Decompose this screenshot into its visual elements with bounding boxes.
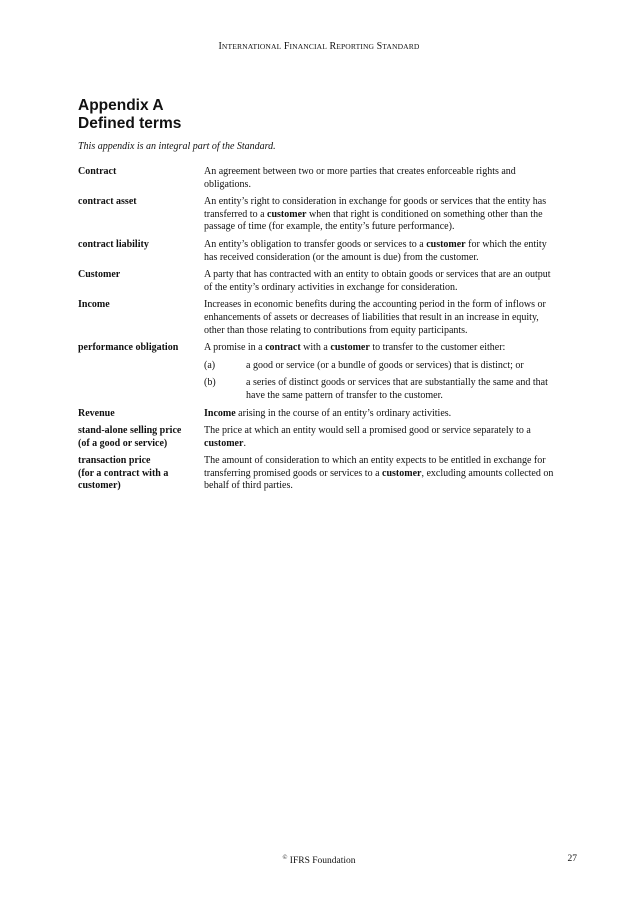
term-definition (204, 425, 560, 450)
term-row-revenue (78, 408, 560, 421)
term-row-performance-obligation (78, 342, 560, 402)
term-label: Revenue (78, 407, 115, 419)
header-word-initial: S (376, 41, 383, 52)
term-label-line: transaction price (78, 455, 151, 467)
definition-text: An entity’s right to consideration in exchange for goods or services that the entity has transferred to a (204, 196, 547, 220)
term-definition: A party that has contracted with an entity to obtain goods or services that are an output of the entity’s ordinary activities in exchange for consideration. (204, 269, 551, 293)
header-word-rest: TANDARD (382, 42, 420, 51)
term-row-income (78, 299, 560, 337)
page-title (78, 97, 181, 132)
copyright-symbol: © (282, 854, 288, 861)
term-definition (204, 455, 560, 493)
definition-text: A promise in a (204, 342, 266, 354)
defined-term-link: customer (267, 208, 307, 220)
header-word-initial: F (283, 41, 290, 52)
defined-term-link: customer (382, 467, 422, 479)
term-label: performance obligation (78, 342, 179, 354)
definition-text: for which the entity has received consideration (or the amount is due) from the customer. (204, 238, 547, 263)
term-definition (204, 408, 560, 421)
definition-text: An entity’s obligation to transfer goods or services to a (204, 238, 427, 250)
defined-term-link: contract (265, 342, 301, 354)
term-label-line: customer) (78, 480, 121, 492)
title-line-1: Appendix A (78, 97, 164, 114)
term-label-line: (for a contract with a (78, 467, 169, 479)
definition-text: . (243, 437, 246, 449)
term-row-contract-liability (78, 239, 560, 264)
defined-term-link: customer (426, 238, 466, 250)
term-label: contract asset (78, 196, 137, 208)
definition-text: The amount of consideration to which an entity expects to be entitled in exchange for transferring promised goods or services to a (204, 455, 546, 479)
definition-text: , excluding amounts collected on behalf of third parties. (204, 467, 554, 492)
term-definition (204, 196, 560, 234)
header-word-initial: I (218, 41, 222, 52)
sub-item-label: (a) (204, 359, 216, 371)
running-header (0, 41, 638, 52)
title-line-2: Defined terms (78, 114, 182, 132)
definition-text: The price at which an entity would sell a promised good or service separately to a (204, 425, 531, 437)
definition-text: arising in the course of an entity’s ordinary activities. (235, 407, 452, 419)
term-label: Income (78, 299, 110, 311)
sub-item-text: a series of distinct goods or services that are substantially the same and that have the same pattern of transfer to the customer. (246, 377, 548, 401)
term-row-transaction-price (78, 455, 560, 493)
page-number: 27 (567, 854, 577, 864)
definition-text: to transfer to the customer either: (369, 342, 506, 354)
defined-term-link: customer (204, 437, 244, 449)
header-word-initial: R (329, 41, 337, 52)
sub-item-a (204, 360, 560, 373)
footer-organization: IFRS Foundation (289, 856, 356, 867)
defined-terms-list (78, 166, 560, 498)
header-word-rest: NTERNATIONAL (221, 42, 282, 51)
term-label-line: stand-alone selling price (78, 425, 182, 437)
page-footer (0, 854, 638, 866)
term-row-standalone-selling-price (78, 425, 560, 450)
header-word-rest: EPORTING (336, 42, 375, 51)
defined-term-link: customer (330, 342, 370, 354)
definition-text: with a (300, 342, 331, 354)
sub-item-label: (b) (204, 377, 216, 389)
intro-text: This appendix is an integral part of the Standard. (78, 141, 276, 152)
term-row-customer (78, 269, 560, 294)
term-row-contract-asset (78, 196, 560, 234)
term-definition: Increases in economic benefits during the accounting period in the form of inflows or enhancements of assets or decreases of liabilities that result in an increase in equity, other than those relating to contributions from equity participants. (204, 299, 546, 336)
header-word-rest: INANCIAL (289, 42, 327, 51)
term-label-line: (of a good or service) (78, 437, 168, 449)
sub-item-b (204, 377, 560, 402)
term-definition (204, 239, 560, 264)
term-definition: An agreement between two or more parties that creates enforceable rights and obligations. (204, 166, 516, 190)
term-label (78, 455, 204, 493)
term-label: Customer (78, 269, 121, 281)
term-label: Contract (78, 166, 117, 177)
defined-term-link: Income (204, 407, 236, 419)
term-label: contract liability (78, 238, 149, 250)
term-row-contract (78, 166, 560, 191)
definition-text: when that right is conditioned on something other than the passage of time (for example, the entity’s future performance). (204, 208, 543, 233)
sub-item-text: a good or service (or a bundle of goods or services) that is distinct; or (246, 359, 524, 371)
term-label (78, 425, 204, 450)
term-definition (204, 342, 560, 402)
